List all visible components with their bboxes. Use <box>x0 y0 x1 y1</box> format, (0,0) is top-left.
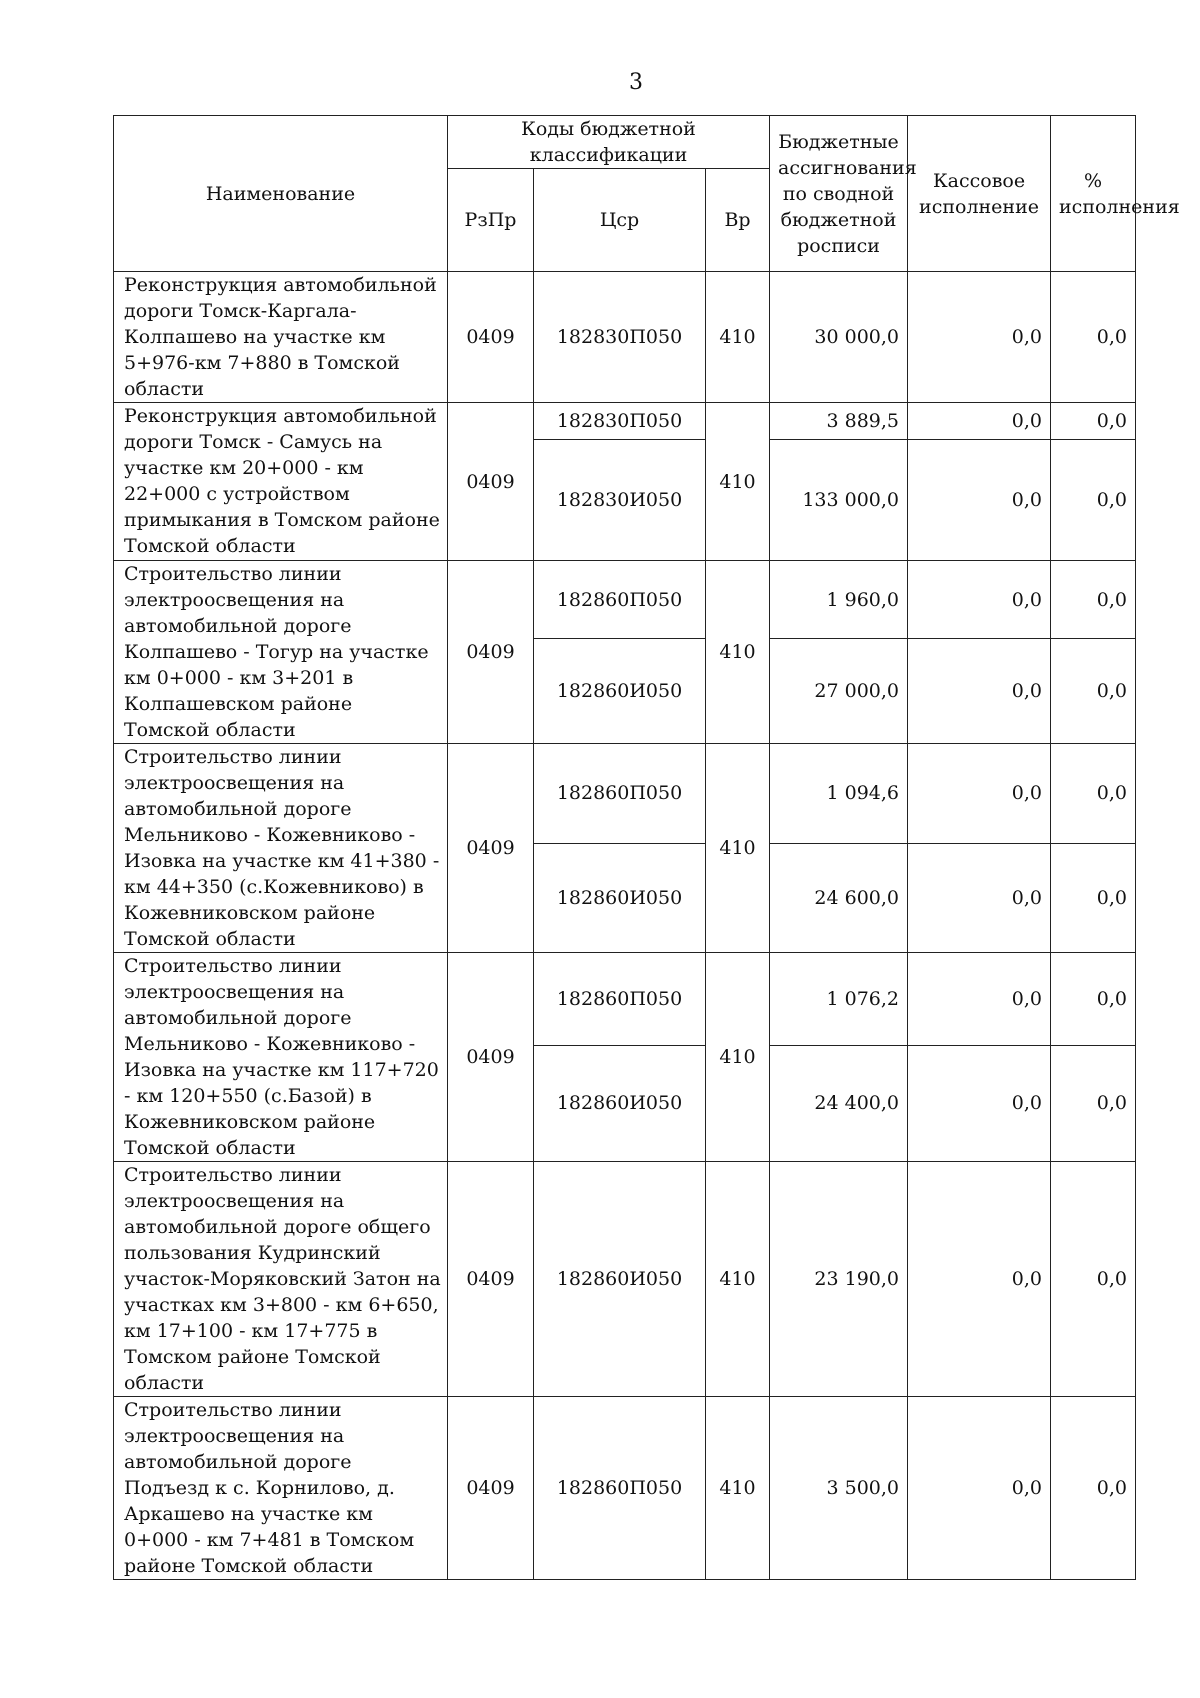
percent-cell: 0,0 <box>1051 1397 1136 1580</box>
csr-cell: 182860П050 <box>534 744 706 844</box>
rzpr-cell: 0409 <box>448 1162 534 1397</box>
csr-cell: 182830П050 <box>534 272 706 403</box>
header-assigned: Бюджетные ассигнования по сводной бюджетной росписи <box>770 116 908 272</box>
cash-cell: 0,0 <box>908 1397 1051 1580</box>
table-row <box>114 403 1136 440</box>
item-name: Строительство линии электроосвещения на автомобильной дороге Мельниково - Кожевниково - Изовка на участке км 41+380 - км 44+350 (с.Кожевниково) в Кожевниковском районе Томской области <box>114 744 448 953</box>
percent-cell: 0,0 <box>1051 744 1136 844</box>
cash-cell: 0,0 <box>908 403 1051 440</box>
rzpr-cell: 0409 <box>448 403 534 561</box>
percent-cell: 0,0 <box>1051 272 1136 403</box>
csr-cell: 182860П050 <box>534 953 706 1046</box>
header-percent: % исполнения <box>1051 116 1136 272</box>
rzpr-cell: 0409 <box>448 1397 534 1580</box>
header-rzpr: РзПр <box>448 169 534 272</box>
item-name: Строительство линии электроосвещения на автомобильной дороге Подъезд к с. Корнилово, д. Аркашево на участке км 0+000 - км 7+481 в Томском районе Томской области <box>114 1397 448 1580</box>
percent-cell: 0,0 <box>1051 639 1136 744</box>
table-row <box>114 561 1136 639</box>
percent-cell: 0,0 <box>1051 1045 1136 1161</box>
cash-cell: 0,0 <box>908 440 1051 561</box>
budget-table <box>113 115 1180 1580</box>
vr-cell: 410 <box>706 1397 770 1580</box>
header-name: Наименование <box>114 116 448 272</box>
assigned-cell: 3 889,5 <box>770 403 908 440</box>
csr-cell: 182860И050 <box>534 639 706 744</box>
vr-cell: 410 <box>706 953 770 1162</box>
assigned-cell: 1 094,6 <box>770 744 908 844</box>
cash-cell: 0,0 <box>908 744 1051 844</box>
csr-cell: 182860И050 <box>534 1162 706 1397</box>
vr-cell: 410 <box>706 403 770 561</box>
page-number: 3 <box>629 70 643 95</box>
cash-cell: 0,0 <box>908 1162 1051 1397</box>
table-row <box>114 1162 1136 1397</box>
item-name: Реконструкция автомобильной дороги Томск - Самусь на участке км 20+000 - км 22+000 с устройством примыкания в Томском районе Томской области <box>114 403 448 561</box>
item-name: Строительство линии электроосвещения на автомобильной дороге общего пользования Кудринский участок-Моряковский Затон на участках км 3+800 - км 6+650, км 17+100 - км 17+775 в Томском районе Томской области <box>114 1162 448 1397</box>
assigned-cell: 1 960,0 <box>770 561 908 639</box>
csr-cell: 182830П050 <box>534 403 706 440</box>
cash-cell: 0,0 <box>908 1045 1051 1161</box>
percent-cell: 0,0 <box>1051 843 1136 952</box>
assigned-cell: 27 000,0 <box>770 639 908 744</box>
assigned-cell: 24 600,0 <box>770 843 908 952</box>
table-row <box>114 272 1136 403</box>
item-name: Реконструкция автомобильной дороги Томск-Каргала-Колпашево на участке км 5+976-км 7+880 в Томской области <box>114 272 448 403</box>
rzpr-cell: 0409 <box>448 744 534 953</box>
percent-cell: 0,0 <box>1051 440 1136 561</box>
percent-cell: 0,0 <box>1051 561 1136 639</box>
vr-cell: 410 <box>706 272 770 403</box>
item-name: Строительство линии электроосвещения на автомобильной дороге Колпашево - Тогур на участке км 0+000 - км 3+201 в Колпашевском районе Томской области <box>114 561 448 744</box>
vr-cell: 410 <box>706 561 770 744</box>
item-name: Строительство линии электроосвещения на автомобильной дороге Мельниково - Кожевниково - Изовка на участке км 117+720 - км 120+550 (с.Базой) в Кожевниковском районе Томской области <box>114 953 448 1162</box>
assigned-cell: 30 000,0 <box>770 272 908 403</box>
rzpr-cell: 0409 <box>448 561 534 744</box>
header-codes: Коды бюджетной классификации <box>448 116 770 169</box>
header-csr: Цср <box>534 169 706 272</box>
table-row <box>114 744 1136 844</box>
assigned-cell: 23 190,0 <box>770 1162 908 1397</box>
cash-cell: 0,0 <box>908 561 1051 639</box>
rzpr-cell: 0409 <box>448 272 534 403</box>
table-row <box>114 953 1136 1046</box>
cash-cell: 0,0 <box>908 639 1051 744</box>
header-vr: Вр <box>706 169 770 272</box>
header-cash: Кассовое исполнение <box>908 116 1051 272</box>
assigned-cell: 1 076,2 <box>770 953 908 1046</box>
percent-cell: 0,0 <box>1051 953 1136 1046</box>
csr-cell: 182860И050 <box>534 843 706 952</box>
cash-cell: 0,0 <box>908 272 1051 403</box>
csr-cell: 182860П050 <box>534 1397 706 1580</box>
csr-cell: 182860И050 <box>534 1045 706 1161</box>
vr-cell: 410 <box>706 1162 770 1397</box>
vr-cell: 410 <box>706 744 770 953</box>
assigned-cell: 3 500,0 <box>770 1397 908 1580</box>
rzpr-cell: 0409 <box>448 953 534 1162</box>
cash-cell: 0,0 <box>908 953 1051 1046</box>
assigned-cell: 24 400,0 <box>770 1045 908 1161</box>
assigned-cell: 133 000,0 <box>770 440 908 561</box>
csr-cell: 182860П050 <box>534 561 706 639</box>
percent-cell: 0,0 <box>1051 403 1136 440</box>
table-row <box>114 1397 1136 1580</box>
csr-cell: 182830И050 <box>534 440 706 561</box>
cash-cell: 0,0 <box>908 843 1051 952</box>
percent-cell: 0,0 <box>1051 1162 1136 1397</box>
